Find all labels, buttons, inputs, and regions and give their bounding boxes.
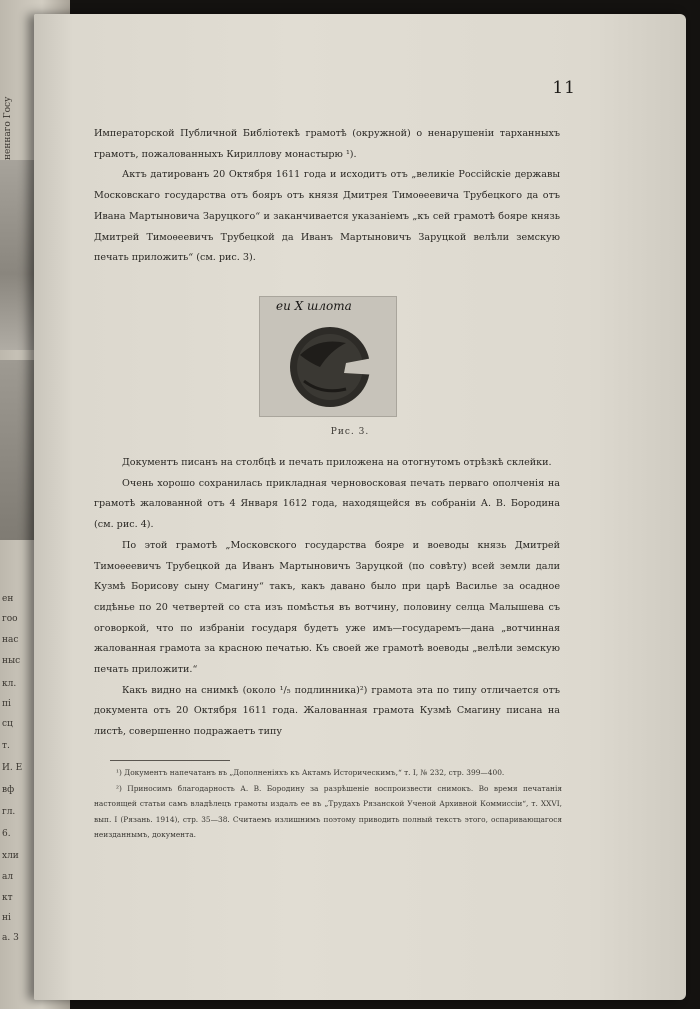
paragraph-6: Какъ видно на снимкѣ (около ¹/₅ подлинника)²) грамота эта по типу отличается отъ документа отъ 20 Октября 1611 года. Жалованная грамота Кузмѣ Смагину писана на листѣ, совершенно подражаетъ типу [94,684,560,738]
underlying-text-fragment: т. [2,741,10,751]
underlying-photo-top [0,160,38,350]
paragraph-1: Императорской Публичной Библіотекѣ грамотѣ (окружной) о ненарушеніи тарханныхъ грамотъ, пожалованныхъ Кириллову монастырю ¹). [94,128,560,160]
underlying-text-fragment: ал [2,872,14,882]
underlying-text-fragment: ен [2,594,14,604]
figure-caption: Рис. 3. [330,427,370,437]
footnote-2: ²) Приносимъ благодарность А. В. Бородину за разрѣшеніе воспроизвести снимокъ. Во время печатанія настоящей статьи самъ владѣлецъ грамоты издалъ ее въ „Трудахъ Рязанской Ученой Архивной Коммиссіи“, т. XXVI, вып. I (Рязань. 1914), стр. 35—38. Считаемъ излишнимъ поэтому приводить полный текстъ этого, оспаривающагося неизданнымъ, документа. [94,783,562,840]
underlying-text-fragment: нас [2,635,19,645]
underlying-text-fragment: 6. [2,829,11,839]
seal-image [260,297,396,416]
text-block-top [94,124,560,269]
paragraph-4: Очень хорошо сохранилась прикладная черновосковая печать перваго ополченія на грамотѣ жалованной отъ 4 Января 1612 года, находящейся въ собраніи А. В. Бородина (см. рис. 4). [94,477,560,531]
footnote-1: ¹) Документъ напечатанъ въ „Дополненіяхъ къ Актамъ Историческимъ,“ т. I, № 232, стр. 399—400. [116,768,505,777]
underlying-text-fragment: пі [2,699,11,709]
paragraph-3: Документъ писанъ на столбцѣ и печать приложена на отогнутомъ отрѣзкѣ склейки. [122,457,552,468]
paragraph-2: Актъ датированъ 20 Октября 1611 года и исходитъ отъ „великіе Россійскіе державы Московскаго государства отъ бояръ отъ князя Дмитрея Тимоѳеевича Трубецкого да отъ Ивана Мартыновича Заруцкого“ и заканчивается указаніемъ „къ сей грамотѣ бояре князь Дмитрей Тимоѳеевичъ Трубецкой да Иванъ Мартыновичъ Заруцкой велѣли земскую печать приложить“ (см. рис. 3). [94,169,560,264]
underlying-photo-bottom [0,360,36,540]
text-block-bottom [94,453,560,743]
underlying-text-fragment: неннаго Госу [3,96,13,160]
underlying-text-fragment: кл. [2,679,17,689]
underlying-text-fragment: гл. [2,807,16,817]
underlying-text-fragment: ні [2,913,11,923]
underlying-text-fragment: вф [2,785,15,795]
paragraph-5: По этой грамотѣ „Московского государства бояре и воеводы князь Дмитрей Тимоѳеевичъ Трубецкой да Иванъ Мартыновичъ Заруцкой (по совѣту) всей земли дали Кузмѣ Борисову сыну Смагину“ такъ, какъ давано было при царѣ Василье за осадное сидѣнье по 20 четвертей со ста изъ помѣстья въ вотчину, половину селца Малышева съ оговоркой, что по избраніи государя будетъ уже имъ—государемъ—дана „вотчинная жалованная грамота за красною печатью. Къ своей же грамотѣ воеводы „велѣли земскую печать приложити.“ [94,539,560,676]
underlying-text-fragment: ныс [2,656,21,666]
footnote-divider [110,760,230,761]
underlying-text-fragment: гоо [2,614,18,624]
underlying-text-fragment: а. 3 [2,933,19,943]
page-number: 11 [552,78,576,98]
seal-figure [259,296,397,417]
underlying-text-fragment: кт [2,893,13,903]
underlying-text-fragment: И. Е [2,763,23,773]
footnotes [94,765,562,843]
underlying-text-fragment: сц [2,719,13,729]
figure-inscription: еи Х шлота [276,299,352,313]
underlying-text-fragment: хли [2,851,19,861]
